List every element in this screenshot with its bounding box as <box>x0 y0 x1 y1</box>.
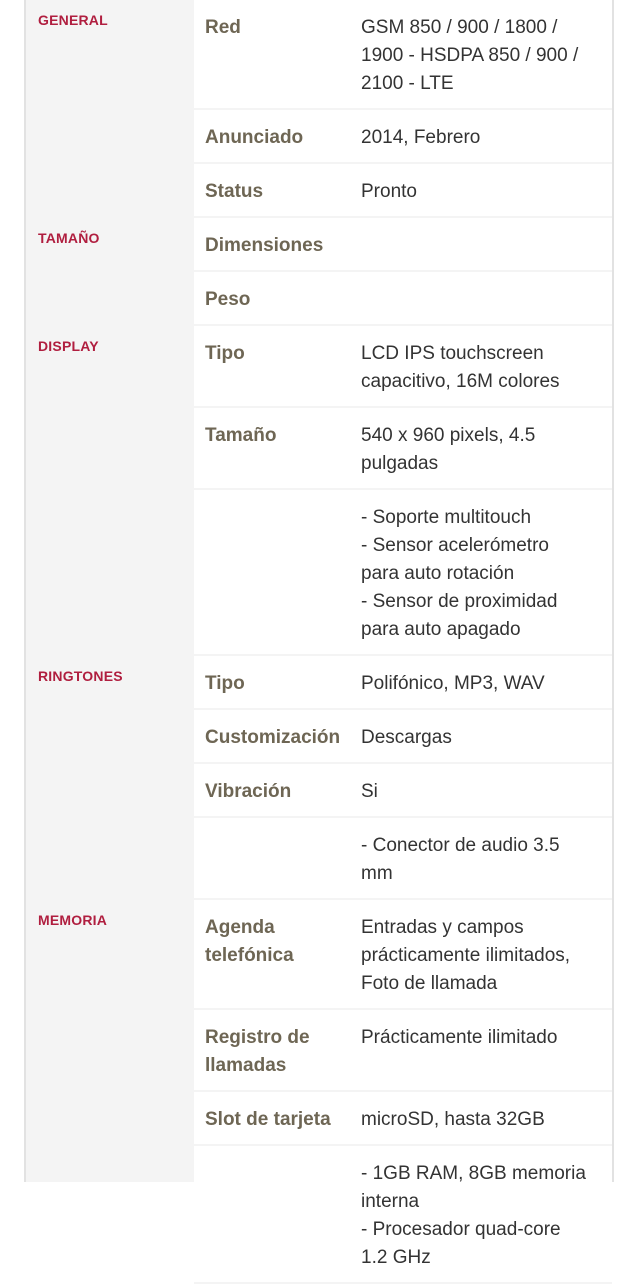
spec-table <box>24 0 614 1268</box>
spec-row <box>194 490 612 656</box>
spec-value: Pronto <box>361 181 417 202</box>
spec-label: Red <box>205 17 241 38</box>
category-label: TAMAÑO <box>38 230 100 246</box>
section-general <box>26 0 612 218</box>
spec-label: Tipo <box>205 343 245 364</box>
spec-value: 540 x 960 pixels, 4.5 pulgadas <box>361 425 536 474</box>
spec-value: Polifónico, MP3, WAV <box>361 673 545 694</box>
spec-label <box>194 1160 361 1272</box>
spec-label <box>194 832 361 888</box>
spec-row <box>194 764 612 818</box>
spec-label: Registro de llamadas <box>205 1027 310 1076</box>
spec-row <box>194 408 612 490</box>
spec-row <box>194 0 612 110</box>
spec-row <box>194 164 612 218</box>
spec-label: Dimensiones <box>205 235 324 256</box>
spec-label: Status <box>205 181 264 202</box>
spec-value <box>361 232 601 260</box>
category-label: MEMORIA <box>38 912 108 928</box>
category-label: DISPLAY <box>38 338 99 354</box>
spec-label: Anunciado <box>205 127 304 148</box>
section-memory <box>26 900 612 1284</box>
spec-row <box>194 110 612 164</box>
spec-row <box>194 1146 612 1284</box>
spec-value: Si <box>361 781 378 802</box>
spec-row <box>194 900 612 1010</box>
spec-value: Entradas y campos prácticamente ilimitados, Foto de llamada <box>361 917 571 994</box>
spec-value: Prácticamente ilimitado <box>361 1027 558 1048</box>
spec-label: Slot de tarjeta <box>205 1109 331 1130</box>
section-display <box>26 326 612 656</box>
spec-value: 2014, Febrero <box>361 127 481 148</box>
spec-label: Vibración <box>205 781 292 802</box>
category-label: RINGTONES <box>38 668 123 684</box>
section-size <box>26 218 612 326</box>
spec-value: - Conector de audio 3.5 mm <box>361 835 560 884</box>
section-ringtones <box>26 656 612 900</box>
spec-row <box>194 218 612 272</box>
spec-value: LCD IPS touchscreen capacitivo, 16M colores <box>361 343 560 392</box>
spec-label <box>194 504 361 644</box>
spec-row <box>194 1092 612 1146</box>
spec-label: Tamaño <box>205 425 277 446</box>
spec-value: Descargas <box>361 727 452 748</box>
spec-label: Customización <box>205 727 341 748</box>
spec-value <box>361 286 601 314</box>
spec-row <box>194 272 612 326</box>
spec-value: GSM 850 / 900 / 1800 / 1900 - HSDPA 850 / 900 / 2100 - LTE <box>361 17 579 94</box>
spec-row <box>194 818 612 900</box>
spec-row <box>194 710 612 764</box>
spec-value: microSD, hasta 32GB <box>361 1109 545 1130</box>
spec-row <box>194 656 612 710</box>
category-label: GENERAL <box>38 12 108 28</box>
spec-row <box>194 326 612 408</box>
spec-label: Agenda telefónica <box>205 917 294 966</box>
spec-value: - Soporte multitouch - Sensor acelerómetro para auto rotación - Sensor de proximidad para auto apagado <box>361 507 558 640</box>
spec-label: Peso <box>205 289 251 310</box>
spec-value: - 1GB RAM, 8GB memoria interna - Procesador quad-core 1.2 GHz <box>361 1163 586 1268</box>
spec-row <box>194 1010 612 1092</box>
spec-label: Tipo <box>205 673 245 694</box>
